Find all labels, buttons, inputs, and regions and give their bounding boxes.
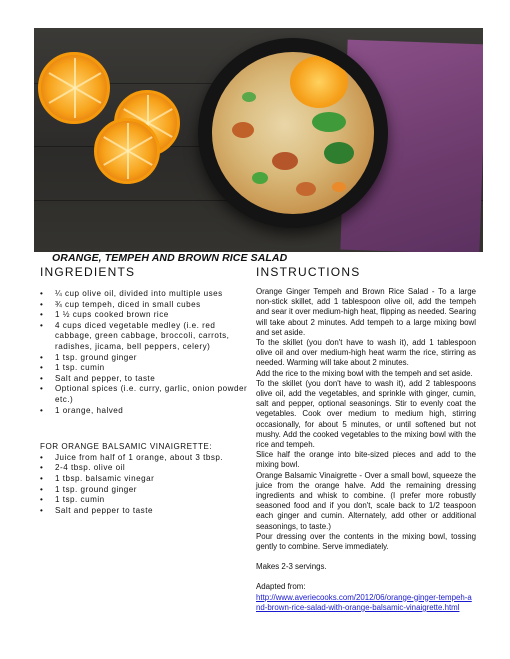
list-item: • 1 tsp. cumin — [40, 363, 248, 374]
instruction-step: Orange Balsamic Vinaigrette - Over a small bowl, squeeze the juice from the orange halve. Add the remaining dressing ingredients and whisk to combine. (I prefer more robustly seasoned food and if you don't, scale back to 1/2 teaspoon each ginger and cumin. Alternately, add other or additional seasonings, to taste.) — [256, 470, 476, 531]
instructions-heading: INSTRUCTIONS — [256, 265, 361, 279]
list-item: • 1 orange, halved — [40, 406, 248, 417]
salad — [212, 52, 374, 214]
list-item: • 1 tsp. ground ginger — [40, 353, 248, 364]
adapted-label: Adapted from: — [256, 582, 306, 592]
list-item: • Salt and pepper to taste — [40, 506, 248, 517]
instructions-column — [256, 287, 476, 613]
ingredients-heading: INGREDIENTS — [40, 265, 136, 279]
instruction-step: Add the rice to the mixing bowl with the tempeh and set aside. — [256, 368, 473, 378]
instruction-step: Orange Ginger Tempeh and Brown Rice Salad - To a large non-stick skillet, add 1 tablespoon olive oil, add the tempeh and sear it over medium-high heat, flipping as needed. Searing will take about 2 minutes. Add tempeh to a large mixing bowl and set aside. — [256, 287, 476, 337]
vinaigrette-heading: FOR ORANGE BALSAMIC VINAIGRETTE: — [40, 442, 213, 452]
instruction-step: To the skillet (you don't have to wash it), add 1 tablespoon olive oil and over medium-high heat warm the rice, stirring as needed. Warming will take about 2 minutes. — [256, 338, 476, 368]
list-item: • 2-4 tbsp. olive oil — [40, 463, 248, 474]
servings: Makes 2-3 servings. — [256, 562, 327, 572]
orange-slice-1 — [38, 52, 110, 124]
list-item: • 4 cups diced vegetable medley (i.e. red cabbage, green cabbage, broccoli, carrots, radishes, jicama, bell peppers, celery) — [40, 321, 248, 353]
list-item: • Juice from half of 1 orange, about 3 tbsp. — [40, 453, 248, 464]
orange-slice-3 — [94, 118, 160, 184]
ingredients-list — [40, 289, 248, 416]
vinaigrette-list — [40, 453, 248, 517]
instruction-step: Slice half the orange into bite-sized pieces and add to the mixing bowl. — [256, 450, 476, 470]
recipe-title: ORANGE, TEMPEH AND BROWN RICE SALAD — [52, 252, 288, 264]
ingredients-column — [40, 289, 248, 516]
list-item: • 1 ½ cups cooked brown rice — [40, 310, 248, 321]
list-item: • ¾ cup tempeh, diced in small cubes — [40, 300, 248, 311]
list-item: • Optional spices (i.e. curry, garlic, onion powder etc.) — [40, 384, 248, 405]
instruction-step: To the skillet (you don't have to wash it), add 2 tablespoons olive oil, add the vegetables, and sprinkle with ginger, cumin, salt and pepper, optional seasonings. Stir to evenly coat the vegetables. Cook over medium to medium high, stirring occasionally, for about 5 minutes, or until softened but not mushy. Add the cooked vegetables to the mixing bowl with the rice and tempeh. — [256, 378, 476, 450]
recipe-photo — [34, 28, 483, 252]
list-item: • 1 tbsp. balsamic vinegar — [40, 474, 248, 485]
list-item: • ¼ cup olive oil, divided into multiple uses — [40, 289, 248, 300]
list-item: • 1 tsp. cumin — [40, 495, 248, 506]
instruction-step: Pour dressing over the contents in the mixing bowl, tossing gently to combine. Serve immediately. — [256, 531, 476, 552]
list-item: • Salt and pepper, to taste — [40, 374, 248, 385]
list-item: • 1 tsp. ground ginger — [40, 485, 248, 496]
source-link[interactable]: http://www.averiecooks.com/2012/06/orange-ginger-tempeh-and-brown-rice-salad-with-orange-balsamic-vinaigrette.html — [256, 592, 472, 612]
